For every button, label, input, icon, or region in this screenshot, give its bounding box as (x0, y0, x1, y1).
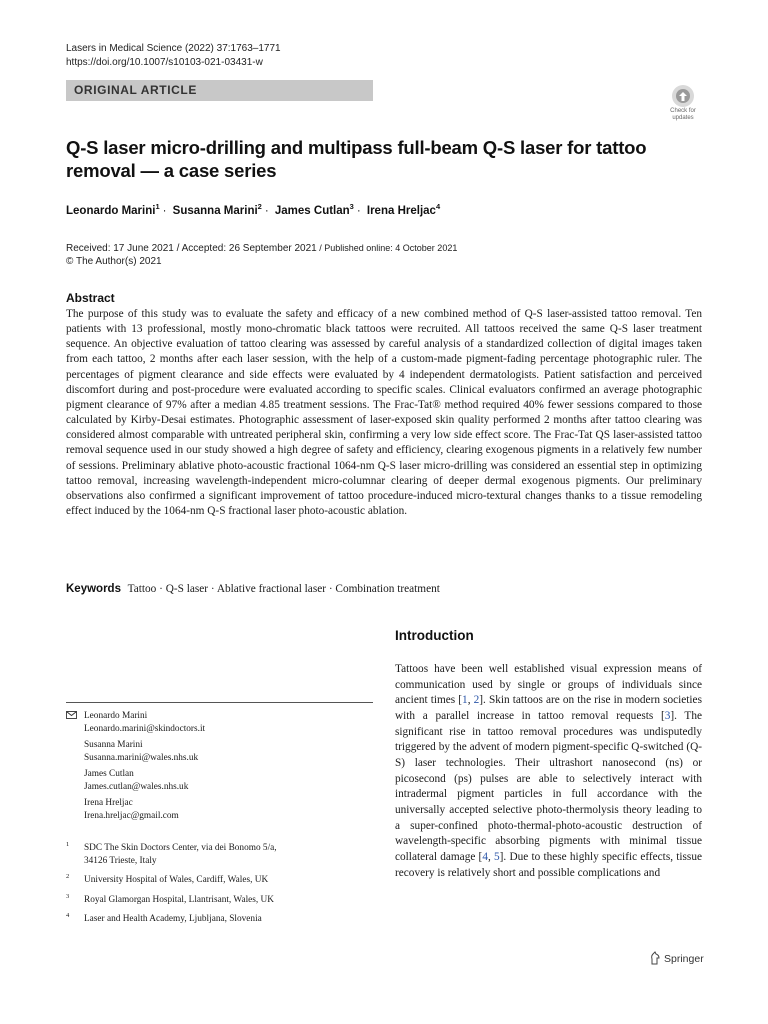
check-for-updates-badge[interactable] (662, 84, 704, 126)
citation-link[interactable]: 5 (494, 850, 500, 863)
introduction-heading: Introduction (395, 628, 474, 643)
author-name[interactable]: Susanna Marini (172, 204, 258, 217)
affiliation-number: 1 (66, 841, 70, 848)
journal-citation: Lasers in Medical Science (2022) 37:1763–1771 (66, 43, 281, 54)
affiliation-number: 4 (66, 912, 70, 919)
affiliation-line: 34126 Trieste, Italy (84, 855, 157, 866)
correspondence-name: Leonardo Marini (84, 711, 148, 721)
affiliation-number: 3 (66, 892, 70, 900)
correspondence-entry (66, 710, 376, 735)
article-type-banner: ORIGINAL ARTICLE (66, 80, 373, 101)
correspondence-name: James Cutlan (84, 769, 134, 779)
intro-text-segment: ]. Due to these highly specific effects, tissue recovery is relatively short and possible complications and (395, 850, 702, 879)
intro-text-segment: ]. Skin tattoos are on the rise in modern societies with a parallel increase in tattoo removal requests [ (395, 694, 702, 722)
correspondence-entry (66, 739, 376, 764)
author-separator: · (264, 204, 269, 217)
author-separator: · (356, 204, 361, 217)
abstract-heading: Abstract (66, 291, 115, 305)
affiliation-line: SDC The Skin Doctors Center, via dei Bonomo 5/a, (84, 843, 277, 853)
affiliation-line: University Hospital of Wales, Cardiff, Wales, UK (84, 875, 269, 885)
correspondence-name: Irena Hreljac (84, 798, 133, 808)
abstract-text: The purpose of this study was to evaluate the safety and efficacy of a new combined method of Q-S laser-assisted tattoo removal. Ten patients with 13 professional, mostly mono-chromatic black tattoos were recruited. All tattoos received the same Q-S laser treatment sequence. An objective evaluation of tattoo clearing was assessed by careful analysis of a standardized collection of digital images taken from each tattoo, 2 months after each laser session, with the help of a custom-made pigment-fading percentage photographic ruler. The percentages of pigment clearance and side effects were evaluated by 4 independent dermatologists. Patient satisfaction and perceived discomfort during and post-procedure were evaluated according to specific scales. Clinical evaluators confirmed an average photographic pigment clearance of 97% after a median 4.85 treatment sessions. The Frac-Tat® method required 40% fewer sessions compared to those calculated by Kirby-Desai estimates. Photographic assessment of laser-exposed skin quality performed 2 months after tattoo clearing was considered almost comparable with untreated peripheral skin, confirming a very low side effect score. The Frac-Tat QS laser-assisted tattoo removal sequence used in our study showed a high degree of safety and efficiency, clearing exogenous pigments in a relatively few number of sessions. Preliminary ablative photo-acoustic fractional 1064-nm Q-S laser micro-drilling was considered an essential step in optimizing tattoo removal, increasing wavelength-independent micro-columnar clearing of deeper dermal exogenous pigments. Our preliminary observations also confirmed a significant improvement of tattoo procedure-induced micro-textural changes thanks to a tissue remodeling effect induced by the 1064-nm Q-S fractional laser photo-acoustic ablation. (66, 308, 702, 518)
citation-link[interactable]: 1 (462, 694, 468, 707)
keywords-label: Keywords (66, 583, 121, 595)
affiliation-entry (66, 913, 376, 926)
author-affiliation-number: 4 (435, 202, 441, 211)
correspondence-email[interactable]: Irena.hreljac@gmail.com (84, 810, 179, 821)
envelope-icon (66, 711, 77, 719)
author-separator: · (162, 204, 167, 217)
article-title: Q-S laser micro-drilling and multipass full-beam Q-S laser for tattoo removal — a case series (66, 137, 647, 181)
keywords (66, 582, 440, 597)
author-name[interactable]: Leonardo Marini (66, 204, 156, 217)
intro-text-segment: ]. The significant rise in tattoo removal procedures was undisputedly triggered by the advent of modern pigment-specific Q-switched (Q-S) laser technologies. Their ultrashort nanosecond (ns) or picosecond (ps) pulses are able to selectively interact with intradermal pigment particles in full accordance with the universally accepted selective photo-thermolysis theory leading to a super-confined photo-thermal-photo-acoustic destruction of wavelength-specific absorbing pigments with minimal tissue collateral damage [ (395, 709, 702, 863)
affiliation-line: Royal Glamorgan Hospital, Llantrisant, Wales, UK (84, 894, 274, 905)
journal-header (66, 42, 281, 70)
badge-line-2: updates (672, 115, 694, 121)
received-accepted-dates: Received: 17 June 2021 / Accepted: 26 September 2021 (66, 243, 317, 254)
affiliation-number: 2 (66, 873, 70, 880)
copyright: © The Author(s) 2021 (66, 255, 162, 267)
author-affiliation-number: 2 (257, 202, 262, 211)
correspondence-name: Susanna Marini (84, 740, 143, 750)
affiliation-line: Laser and Health Academy, Ljubljana, Slovenia (84, 914, 262, 924)
author-name[interactable]: Irena Hreljac (366, 204, 436, 217)
intro-text-segment: , (487, 850, 495, 863)
intro-text-segment: Tattoos have been well established visual expression means of communication used by single or groups of individuals since ancient times [ (395, 663, 702, 707)
citation-link[interactable]: 3 (664, 709, 671, 722)
author-affiliation-number: 3 (349, 202, 354, 211)
intro-text-segment: , (467, 694, 474, 707)
check-updates-icon (671, 84, 695, 108)
doi-link[interactable]: https://doi.org/10.1007/s10103-021-03431-w (66, 57, 263, 68)
published-date: / Published online: 4 October 2021 (316, 243, 458, 253)
correspondence-email[interactable]: Susanna.marini@wales.nhs.uk (84, 752, 199, 763)
author-affiliation-number: 1 (155, 202, 160, 211)
affiliation-entry (66, 842, 376, 867)
badge-line-1: Check for (670, 108, 696, 114)
citation-link[interactable]: 2 (473, 694, 480, 707)
introduction-text (395, 662, 702, 881)
correspondence-email[interactable]: Leonardo.marini@skindoctors.it (84, 723, 206, 734)
affiliations-block (66, 842, 376, 933)
correspondence-entry (66, 768, 376, 793)
affiliation-entry (66, 874, 376, 887)
correspondence-email[interactable]: James.cutlan@wales.nhs.uk (84, 781, 189, 792)
publisher-name: Springer (664, 953, 704, 965)
springer-horse-icon (649, 951, 661, 965)
citation-link[interactable]: 4 (482, 850, 488, 863)
author-list (66, 202, 440, 217)
correspondence-entry (66, 797, 376, 822)
keywords-list: Tattoo · Q-S laser · Ablative fractional laser · Combination treatment (127, 583, 440, 595)
correspondence-block (66, 710, 376, 826)
footnote-divider (66, 702, 373, 703)
publisher-footer (649, 951, 704, 965)
affiliation-entry (66, 894, 376, 907)
author-name[interactable]: James Cutlan (274, 204, 350, 217)
publication-dates (66, 242, 457, 268)
